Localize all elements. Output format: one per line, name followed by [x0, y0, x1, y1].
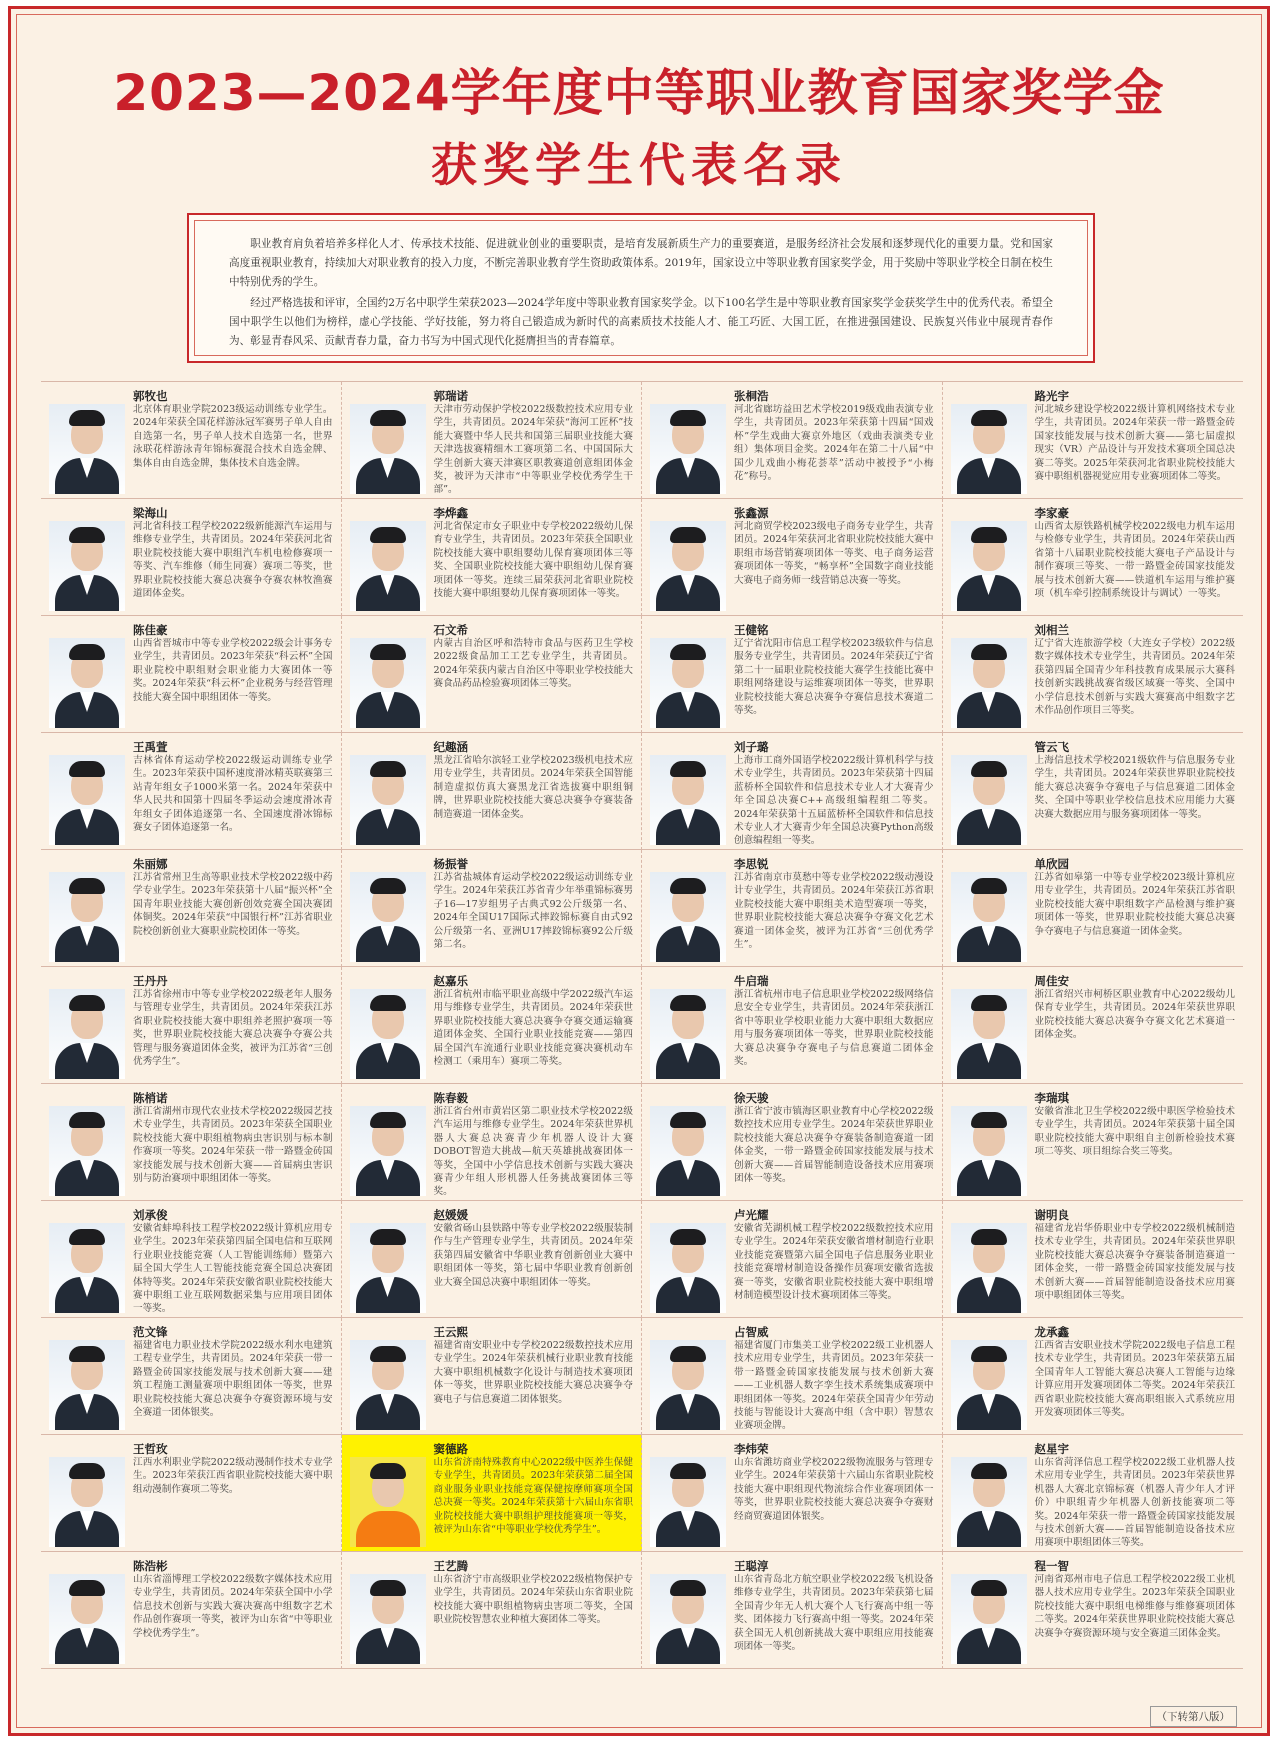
student-photo — [49, 1457, 125, 1547]
student-card — [943, 733, 1244, 850]
student-photo — [350, 989, 426, 1079]
student-card — [342, 1435, 643, 1552]
student-name: 卢光耀 — [734, 1208, 769, 1222]
student-card — [642, 499, 943, 616]
student-description: 浙江省宁波市镇海区职业教育中心学校2022级数控技术应用专业学生。2024年荣获世界职业院校技能大赛总决赛争夺赛装备制造赛道一团体金奖，一带一路暨金砖国家技能发展与技术创新大赛——首届智能制造设备技术应用赛项团体一等奖。 — [734, 1106, 934, 1185]
student-name: 牛启瑞 — [734, 974, 769, 988]
student-name: 李炜荣 — [734, 1442, 769, 1456]
student-card — [943, 499, 1244, 616]
intro-box — [187, 213, 1095, 363]
student-card — [41, 382, 342, 499]
student-photo — [49, 638, 125, 728]
student-photo — [350, 1340, 426, 1430]
student-photo — [49, 1340, 125, 1430]
student-description: 天津市劳动保护学校2022级数控技术应用专业学生，共青团员。2024年荣获“海河工匠杯”技能大赛暨中华人民共和国第三届职业技能大赛天津选拔赛精细木工赛项第二名、中国国际大学生创新大赛天津赛区职教赛道创意组团体金奖，被评为天津市“中等职业学校优秀学生干部”。 — [433, 404, 633, 496]
student-description: 浙江省绍兴市柯桥区职业教育中心2022级幼儿保育专业学生，共青团员。2024年荣获世界职业院校技能大赛总决赛争夺赛文化艺术赛道一团体金奖。 — [1034, 989, 1235, 1041]
student-photo — [650, 1340, 726, 1430]
student-name: 杨振誉 — [433, 857, 468, 871]
student-card — [342, 1084, 643, 1201]
student-name: 管云飞 — [1034, 740, 1069, 754]
student-photo — [350, 755, 426, 845]
student-card — [342, 499, 643, 616]
student-card — [41, 1318, 342, 1435]
student-name: 刘子璐 — [734, 740, 769, 754]
student-card — [642, 733, 943, 850]
student-name: 张鑫源 — [734, 506, 769, 520]
student-card — [342, 733, 643, 850]
student-card — [41, 499, 342, 616]
student-name: 龙承鑫 — [1034, 1325, 1069, 1339]
student-name: 张桐浩 — [734, 389, 769, 403]
student-description: 上海信息技术学校2021级软件与信息服务专业学生，共青团员。2024年荣获世界职业院校技能大赛总决赛争夺赛电子与信息赛道二团体金奖、全国中等职业学校信息技术应用能力大赛决赛大数据应用与服务赛项团体一等奖。 — [1034, 755, 1235, 820]
student-card — [642, 1318, 943, 1435]
student-description: 浙江省杭州市临平职业高级中学2022级汽车运用与维修专业学生，共青团员。2024年荣获世界职业院校技能大赛总决赛争夺赛交通运输赛道团体金奖、全国行业职业技能竞赛——第四届全国汽车流通行业职业技能竞赛决赛机动车检测工（乘用车）赛项二等奖。 — [433, 989, 633, 1068]
student-card — [342, 382, 643, 499]
student-description: 山东省济宁市高级职业学校2022级植物保护专业学生，共青团员。2024年荣获山东省职业院校技能大赛中职组植物病虫害项二等奖，全国职业院校智慧农业种植大赛团体二等奖。 — [433, 1574, 633, 1626]
student-name: 王哲玫 — [133, 1442, 168, 1456]
student-name: 王聪淳 — [734, 1559, 769, 1573]
page-title: 2023—2024学年度中等职业教育国家奖学金 — [113, 64, 1165, 122]
student-name: 王健铭 — [734, 623, 769, 637]
student-card — [342, 850, 643, 967]
student-description: 江苏省常州卫生高等职业技术学校2022级中药学专业学生。2023年荣获第十八届“振兴杯”全国青年职业技能大赛创新创效竞赛全国决赛团体铜奖。2024年荣获“中国银行杯”江苏省职业院校创新创业大赛职业院校团体一等奖。 — [133, 872, 333, 937]
student-description: 河北省科技工程学校2022级新能源汽车运用与维修专业学生，共青团员。2024年荣获河北省职业院校技能大赛中职组汽车机电检修赛项一等奖、汽车维修（师生同赛）赛项二等奖，世界职业院校技能大赛总决赛争夺赛农林牧渔赛道团体金奖。 — [133, 521, 333, 600]
student-description: 黑龙江省哈尔滨轻工业学校2023级机电技术应用专业学生，共青团员。2024年荣获全国智能制造虚拟仿真大赛黑龙江省选拔赛中职组铜牌，世界职业院校技能大赛总决赛争夺赛装备制造赛道一团体金奖。 — [433, 755, 633, 820]
student-name: 李烨鑫 — [433, 506, 468, 520]
student-description: 山西省晋城市中等专业学校2022级会计事务专业学生，共青团员。2023年荣获“科云杯”全国职业院校中职组财会职业能力大赛团体一等奖。2024年荣获“科云杯”企业税务与经营管理技能大赛全国中职组团体一等奖。 — [133, 638, 333, 703]
student-card — [642, 1084, 943, 1201]
student-name: 陈浩彬 — [133, 1559, 168, 1573]
student-description: 河北省保定市女子职业中专学校2022级幼儿保育专业学生，共青团员。2023年荣获全国职业院校技能大赛中职组婴幼儿保育赛项团体三等奖、全国职业院校技能大赛中职组幼儿保育赛项团体一等奖。连续三届荣获河北省职业院校技能大赛中职组婴幼儿保育赛项团体一等奖。 — [433, 521, 633, 600]
student-card — [642, 967, 943, 1084]
student-card — [642, 1552, 943, 1669]
student-name: 谢明良 — [1034, 1208, 1069, 1222]
student-name: 李瑞琪 — [1034, 1091, 1069, 1105]
student-photo — [49, 521, 125, 611]
student-description: 安徽省砀山县铁路中等专业学校2022级服装制作与生产管理专业学生，共青团员。2024年荣获第四届安徽省中华职业教育创新创业大赛中职组团体一等奖，第七届中华职业教育创新创业大赛全国总决赛中职组团体一等奖。 — [433, 1223, 633, 1288]
student-name: 程一智 — [1034, 1559, 1069, 1573]
student-photo — [650, 1457, 726, 1547]
student-card — [41, 1435, 342, 1552]
student-photo — [951, 989, 1027, 1079]
student-name: 王禹萱 — [133, 740, 168, 754]
student-card — [943, 1201, 1244, 1318]
student-card — [943, 1435, 1244, 1552]
student-card — [41, 616, 342, 733]
student-photo — [350, 1574, 426, 1664]
student-description: 江苏省如皋第一中等专业学校2023级计算机应用专业学生，共青团员。2024年荣获江苏省职业院校技能大赛中职组数字产品检测与维护赛项团体一等奖，世界职业院校技能大赛总决赛争夺赛电子与信息赛道一团体金奖。 — [1034, 872, 1235, 937]
student-description: 北京体育职业学院2023级运动训练专业学生。2024年荣获全国花样游泳冠军赛男子单人自由自选第一名，男子单人技术自选第一名，世界泳联花样游泳青年锦标赛混合技术自选金牌、集体自由自选金牌，集体技术自选金牌。 — [133, 404, 333, 469]
student-photo — [650, 872, 726, 962]
student-photo — [350, 638, 426, 728]
student-photo — [951, 1106, 1027, 1196]
student-photo — [350, 404, 426, 494]
student-name: 周佳安 — [1034, 974, 1069, 988]
student-photo — [49, 404, 125, 494]
student-name: 李家豪 — [1034, 506, 1069, 520]
student-name: 朱丽娜 — [133, 857, 168, 871]
continued-note: （下转第八版） — [1150, 1706, 1238, 1727]
student-description: 福建省龙岩华侨职业中专学校2022级机械制造技术专业学生，共青团员。2024年荣获世界职业院校技能大赛总决赛争夺赛装备制造赛道一团体金奖，一带一路暨金砖国家技能发展与技术创新大赛——首届智能制造设备技术应用赛项中职组团体三等奖。 — [1034, 1223, 1235, 1302]
student-name: 纪趣涵 — [433, 740, 468, 754]
student-photo — [350, 872, 426, 962]
student-name: 占智威 — [734, 1325, 769, 1339]
student-description: 山东省淄博理工学校2022级数字媒体技术应用专业学生，共青团员。2024年荣获全国中小学信息技术创新与实践大赛决赛高中组数字艺术作品创作赛项一等奖，被评为山东省“中等职业学校优秀学生”。 — [133, 1574, 333, 1639]
student-card — [943, 1318, 1244, 1435]
student-name: 郭瑞诺 — [433, 389, 468, 403]
student-name: 路光宇 — [1034, 389, 1069, 403]
student-card — [41, 850, 342, 967]
student-description: 福建省厦门市集美工业学校2022级工业机器人技术应用专业学生，共青团员。2023年荣获一带一路暨金砖国家技能发展与技术创新大赛——工业机器人数字孪生技术系统集成赛项中职组团体一等奖。2024年荣获全国青少年劳动技能与智能设计大赛高中组（含中职）智慧农业赛项金牌。 — [734, 1340, 934, 1432]
student-name: 单欣园 — [1034, 857, 1069, 871]
student-card — [642, 1201, 943, 1318]
student-photo — [650, 404, 726, 494]
student-description: 内蒙古自治区呼和浩特市食品与医药卫生学校2022级食品加工工艺专业学生，共青团员。2024年荣获内蒙古自治区中等职业学校技能大赛食品药品检验赛项团体三等奖。 — [433, 638, 633, 690]
student-photo — [350, 1223, 426, 1313]
student-photo — [951, 1340, 1027, 1430]
student-photo — [49, 989, 125, 1079]
student-name: 陈春毅 — [433, 1091, 468, 1105]
student-photo — [951, 404, 1027, 494]
student-description: 浙江省杭州市电子信息职业学校2022级网络信息安全专业学生，共青团员。2024年荣获浙江省中等职业学校职业能力大赛中职组大数据应用与服务赛项团体一等奖，世界职业院校技能大赛总决赛争夺赛电子与信息赛道二团体金奖。 — [734, 989, 934, 1068]
student-description: 福建省南安职业中专学校2022级数控技术应用专业学生。2024年荣获机械行业职业教育技能大赛中职组机械数字化设计与制造技术赛项团体一等奖，世界职业院校技能大赛总决赛争夺赛电子与信息赛道二团体银奖。 — [433, 1340, 633, 1405]
student-name: 范文锋 — [133, 1325, 168, 1339]
student-photo — [350, 1106, 426, 1196]
student-photo — [951, 1457, 1027, 1547]
student-name: 王丹丹 — [133, 974, 168, 988]
student-card — [943, 850, 1244, 967]
student-name: 李思锐 — [734, 857, 769, 871]
student-photo — [650, 989, 726, 1079]
student-description: 河南省郑州市电子信息工程学校2022级工业机器人技术应用专业学生。2023年荣获全国职业院校技能大赛中职组电梯维修与维修赛项团体二等奖。2024年荣获世界职业院校技能大赛总决赛争夺赛资源环境与安全赛道三团体金奖。 — [1034, 1574, 1235, 1639]
student-card — [41, 1084, 342, 1201]
student-name: 刘承俊 — [133, 1208, 168, 1222]
student-photo — [350, 521, 426, 611]
intro-paragraph-1: 职业教育肩负着培养多样化人才、传承技术技能、促进就业创业的重要职责，是培育发展新质生产力的重要赛道，是服务经济社会发展和逐梦现代化的重要力量。党和国家高度重视职业教育，持续加大对职业教育的投入力度，不断完善职业教育学生资助政策体系。2019年，国家设立中等职业教育国家奖学金，用于奖励中等职业学校全日制在校生中特别优秀的学生。 — [229, 238, 1053, 288]
student-description: 山东省青岛北方航空职业学校2022级飞机设备维修专业学生，共青团员。2023年荣获第七届全国青少年无人机大赛个人飞行赛高中组一等奖、团体接力飞行赛高中组一等奖。2024年荣获全国无人机创新挑战大赛中职组应用技能赛项团体一等奖。 — [734, 1574, 934, 1653]
student-description: 山东省菏泽信息工程学校2022级工业机器人技术应用专业学生，共青团员。2023年荣获世界机器人大赛北京锦标赛（机器人青少年人才评价）中职组青少年机器人创新技能赛项二等奖。2024年荣获一带一路暨金砖国家技能发展与技术创新大赛——首届智能制造设备技术应用赛项中职组团体三等奖。 — [1034, 1457, 1235, 1549]
student-description: 安徽省淮北卫生学校2022级中职医学检验技术专业学生，共青团员。2024年荣获第十届全国职业院校技能大赛中职组自主创新检验技术赛项二等奖、项目组综合奖三等奖。 — [1034, 1106, 1235, 1158]
student-photo — [650, 638, 726, 728]
student-card — [642, 850, 943, 967]
student-name: 王云熙 — [433, 1325, 468, 1339]
student-name: 窦德路 — [433, 1442, 468, 1456]
student-photo — [951, 872, 1027, 962]
student-description: 山东省济南特殊教育中心2022级中医养生保健专业学生，共青团员。2023年荣获第二届全国商业服务业职业技能竞赛保健按摩师赛项全国总决赛一等奖。2024年荣获第十六届山东省职业院校技能大赛中职组护理技能赛项一等奖，被评为山东省“中等职业学校优秀学生”。 — [433, 1457, 633, 1536]
student-card — [943, 616, 1244, 733]
student-photo — [49, 755, 125, 845]
student-photo — [650, 521, 726, 611]
student-photo — [49, 872, 125, 962]
student-card — [642, 382, 943, 499]
student-name: 石文希 — [433, 623, 468, 637]
student-photo — [951, 1574, 1027, 1664]
student-description: 江苏省盐城体育运动学校2022级运动训练专业学生。2024年荣获江苏省青少年举重锦标赛男子16—17岁组男子古典式92公斤级第一名、2024年全国U17国际式摔跤锦标赛自由式92公斤级第一名、亚洲U17摔跤锦标赛92公斤级第二名。 — [433, 872, 633, 951]
student-card — [642, 616, 943, 733]
student-card — [342, 967, 643, 1084]
student-description: 江苏省徐州市中等专业学校2022级老年人服务与管理专业学生，共青团员。2024年荣获江苏省职业院校技能大赛中职组养老照护赛项一等奖，世界职业院校技能大赛总决赛争夺赛公共管理与服务赛道团体金奖，被评为江苏省“三创优秀学生”。 — [133, 989, 333, 1068]
student-name: 郭牧也 — [133, 389, 168, 403]
student-name: 陈佳豪 — [133, 623, 168, 637]
student-photo — [49, 1106, 125, 1196]
student-photo — [650, 1106, 726, 1196]
student-description: 江西水利职业学院2022级动漫制作技术专业学生。2023年荣获江西省职业院校技能大赛中职组动漫制作赛项二等奖。 — [133, 1457, 333, 1495]
student-name: 赵星宇 — [1034, 1442, 1069, 1456]
student-card — [342, 1552, 643, 1669]
student-card — [943, 1084, 1244, 1201]
page-subtitle: 获奖学生代表名录 — [431, 138, 847, 192]
student-grid — [41, 381, 1243, 1669]
student-description: 安徽省芜湖机械工程学校2022级数控技术应用专业学生。2024年荣获安徽省增材制造行业职业技能竞赛暨第六届全国电子信息服务业职业技能竞赛增材制造设备操作员赛项安徽省选拔赛一等奖，安徽省职业院校技能大赛中职组增材制造模型设计技术赛项团体三等奖。 — [734, 1223, 934, 1302]
student-description: 吉林省体育运动学校2022级运动训练专业学生。2023年荣获中国杯速度滑冰精英联赛第三站青年组女子1000米第一名。2024年荣获中华人民共和国第十四届冬季运动会速度滑冰青年组女子团体追逐第一名、全国速度滑冰锦标赛女子团体追逐第一名。 — [133, 755, 333, 834]
student-description: 山西省太原铁路机械学校2022级电力机车运用与检修专业学生，共青团员。2024年荣获山西省第十八届职业院校技能大赛电子产品设计与制作赛项三等奖、一带一路暨金砖国家技能发展与技术创新大赛——铁道机车运用与维护赛项（机车牵引控制系统设计与调试）一等奖。 — [1034, 521, 1235, 600]
student-card — [943, 967, 1244, 1084]
student-description: 安徽省蚌埠科技工程学校2022级计算机应用专业学生。2023年荣获第四届全国电信和互联网行业职业技能竞赛（人工智能训练师）暨第六届全国大学生人工智能技能竞赛全国总决赛团体特等奖。2024年荣获安徽省职业院校技能大赛中职组工业互联网数据采集与应用项目团体一等奖。 — [133, 1223, 333, 1315]
student-description: 福建省电力职业技术学院2022级水利水电建筑工程专业学生，共青团员。2024年荣获一带一路暨金砖国家技能发展与技术创新大赛——建筑工程施工测量赛项中职组团体一等奖，世界职业院校技能大赛总决赛争夺赛资源环境与安全赛道一团体银奖。 — [133, 1340, 333, 1419]
student-card — [41, 967, 342, 1084]
student-name: 梁海山 — [133, 506, 168, 520]
student-card — [41, 1201, 342, 1318]
student-card — [342, 616, 643, 733]
student-description: 河北商贸学校2023级电子商务专业学生，共青团员。2024年荣获河北省职业院校技能大赛中职组市场营销赛项团体一等奖、电子商务运营赛项团体一等奖，“畅享杯”全国数字商业技能大赛电子商务师一线营销总决赛一等奖。 — [734, 521, 934, 586]
student-card — [41, 1552, 342, 1669]
student-description: 辽宁省大连旅游学校（大连女子学校）2022级数字媒体技术专业学生，共青团员。2024年荣获第四届全国青少年科技教育成果展示大赛科技创新实践挑战赛省级区域赛一等奖、全国中小学信息技术创新与实践大赛赛高中组数字艺术作品创作项目三等奖。 — [1034, 638, 1235, 717]
student-photo — [951, 755, 1027, 845]
student-photo — [49, 1223, 125, 1313]
student-card — [943, 1552, 1244, 1669]
student-description: 江西省吉安职业技术学院2022级电子信息工程技术专业学生，共青团员。2023年荣获第五届全国青年人工智能大赛总决赛人工智能与边缘计算应用开发赛项团体二等奖。2024年荣获江西省职业院校技能大赛高职组嵌入式系统应用开发赛项团体三等奖。 — [1034, 1340, 1235, 1419]
student-name: 赵媛媛 — [433, 1208, 468, 1222]
student-photo — [650, 755, 726, 845]
student-description: 河北省廊坊益田艺术学校2019级戏曲表演专业学生，共青团员。2023年荣获第十四届“国戏杯”学生戏曲大赛京外地区（戏曲表演类专业组）集体项目金奖。2024年在第二十八届“中国少儿戏曲小梅花荟萃”活动中被授予“小梅花”称号。 — [734, 404, 934, 483]
student-description: 浙江省台州市黄岩区第二职业技术学校2022级汽车运用与维修专业学生。2024年荣获世界机器人大赛总决赛青少年机器人设计大赛DOBOT智造大挑战—航天英雄挑战赛团体一等奖，全国中小学信息技术创新与实践大赛决赛青少年组人形机器人任务挑战赛团体三等奖。 — [433, 1106, 633, 1198]
student-photo — [650, 1574, 726, 1664]
student-card — [943, 382, 1244, 499]
student-photo — [49, 1574, 125, 1664]
student-name: 刘相兰 — [1034, 623, 1069, 637]
student-description: 河北城乡建设学校2022级计算机网络技术专业学生，共青团员。2024年荣获一带一路暨金砖国家技能发展与技术创新大赛——第七届虚拟现实（VR）产品设计与开发技术赛项全国总决赛二等奖。2025年荣获河北省职业院校技能大赛中职组机器视觉应用专业赛项团体二等奖。 — [1034, 404, 1235, 483]
student-description: 山东省潍坊商业学校2022级物流服务与管理专业学生。2024年荣获第十六届山东省职业院校技能大赛中职组现代物流综合作业赛项团体一等奖，世界职业院校技能大赛总决赛争夺赛财经商贸赛道团体银奖。 — [734, 1457, 934, 1522]
student-card — [41, 733, 342, 850]
newspaper-page — [8, 6, 1270, 1736]
student-description: 江苏省南京市莫愁中等专业学校2022级动漫设计专业学生，共青团员。2024年荣获江苏省职业院校技能大赛中职组美术造型赛项一等奖，世界职业院校技能大赛总决赛争夺赛文化艺术赛道一团体金奖，被评为江苏省“三创优秀学生”。 — [734, 872, 934, 951]
student-description: 上海市工商外国语学校2022级计算机科学与技术专业学生，共青团员。2023年荣获第十四届蓝桥杯全国软件和信息技术专业人才大赛青少年全国总决赛C++高级组编程组二等奖。2024年荣获第十五届蓝桥杯全国软件和信息技术专业人才大赛青少年全国总决赛Python高级创意编程组一等奖。 — [734, 755, 934, 847]
student-card — [642, 1435, 943, 1552]
student-description: 浙江省湖州市现代农业技术学校2022级园艺技术专业学生，共青团员。2023年荣获全国职业院校技能大赛中职组植物病虫害识别与标本制作赛项一等奖。2024年荣获一带一路暨金砖国家技能发展与技术创新大赛——首届病虫害识别与防治赛项中职组团体一等奖。 — [133, 1106, 333, 1185]
student-photo — [951, 1223, 1027, 1313]
student-photo — [350, 1457, 426, 1547]
student-name: 王艺腾 — [433, 1559, 468, 1573]
student-name: 赵嘉乐 — [433, 974, 468, 988]
student-name: 徐天骏 — [734, 1091, 769, 1105]
student-photo — [650, 1223, 726, 1313]
student-photo — [951, 638, 1027, 728]
student-photo — [951, 521, 1027, 611]
student-card — [342, 1201, 643, 1318]
student-card — [342, 1318, 643, 1435]
student-name: 陈梢诺 — [133, 1091, 168, 1105]
student-description: 辽宁省沈阳市信息工程学校2023级软件与信息服务专业学生，共青团员。2024年荣获辽宁省第二十一届职业院校技能大赛学生技能比赛中职组网络建设与运维赛项团体一等奖，世界职业院校技能大赛总决赛争夺赛信息技术赛道二等奖。 — [734, 638, 934, 717]
intro-paragraph-2: 经过严格选拔和评审，全国约2万名中职学生荣获2023—2024学年度中等职业教育国家奖学金。以下100名学生是中等职业教育国家奖学金获奖学生中的优秀代表。希望全国中职学生以他们为榜样，虚心学技能、学好技能，努力将自己锻造成为新时代的高素质技术技能人才、能工巧匠、大国工匠，在推进强国建设、民族复兴伟业中展现青春作为、彰显青春风采、贡献青春力量，奋力书写为中国式现代化挺膺担当的青春篇章。 — [229, 297, 1053, 347]
